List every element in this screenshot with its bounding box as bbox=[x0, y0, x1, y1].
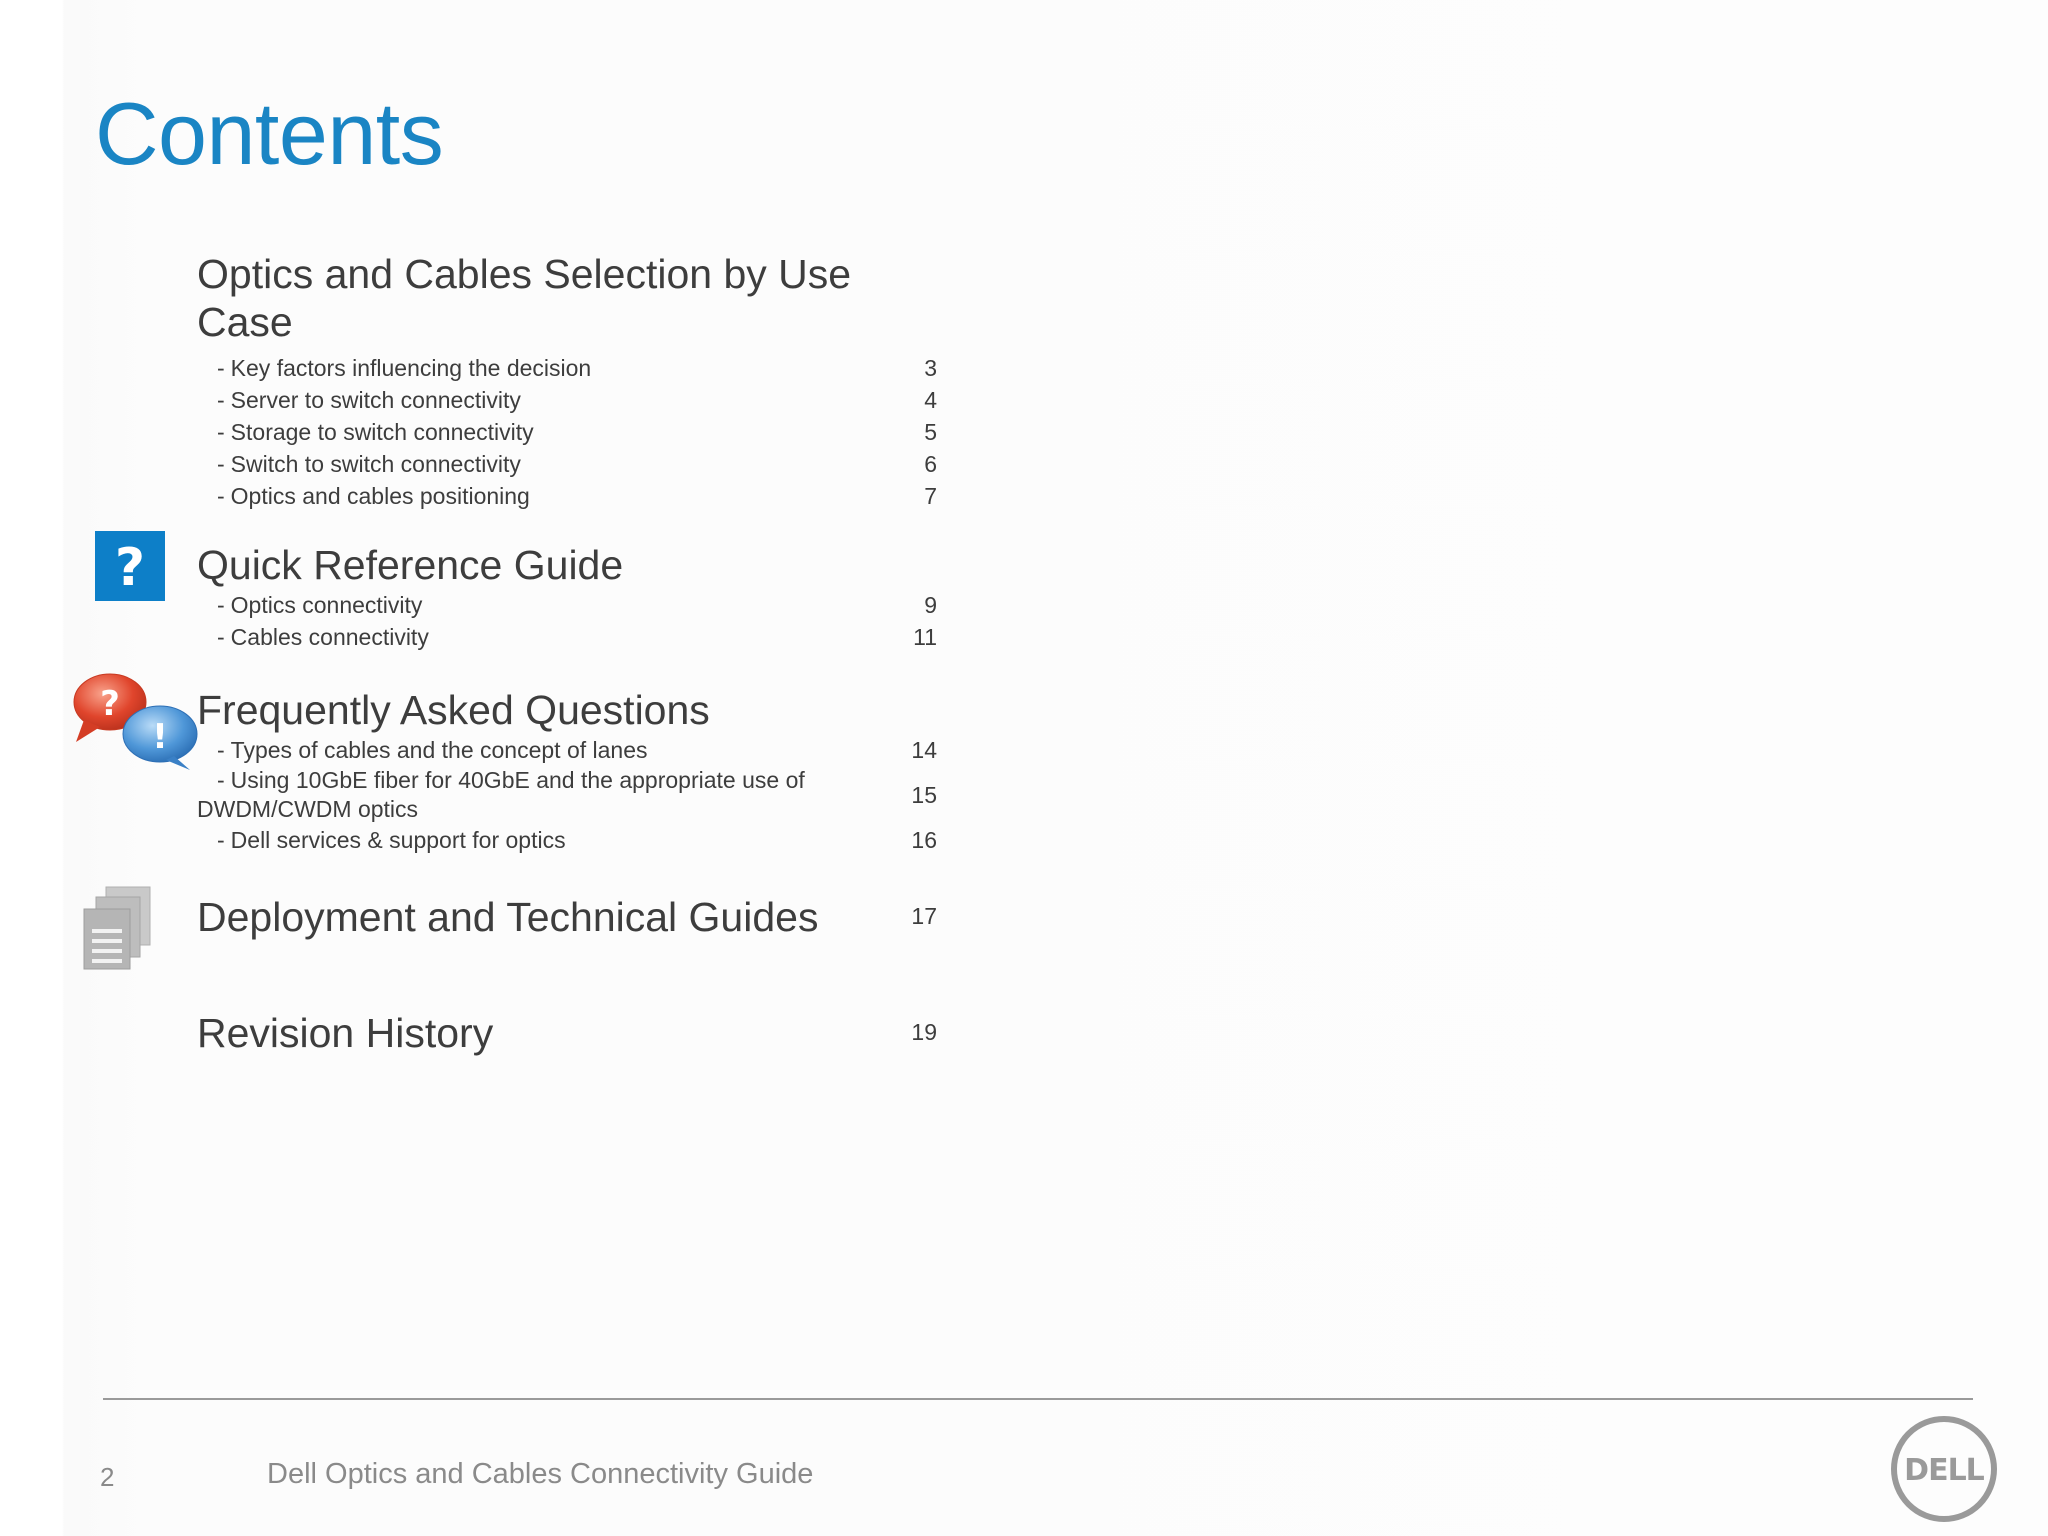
toc-item-label: Server to switch connectivity bbox=[230, 387, 521, 413]
toc-item-label: Storage to switch connectivity bbox=[230, 419, 534, 445]
toc-item[interactable]: - Optics and cables positioning 7 bbox=[197, 480, 837, 512]
speech-bubbles-icon bbox=[70, 672, 200, 772]
toc-item[interactable]: - Dell services & support for optics 16 bbox=[197, 824, 837, 856]
toc-item[interactable]: - Storage to switch connectivity 5 bbox=[197, 416, 837, 448]
toc-item-page: 16 bbox=[911, 827, 937, 853]
toc-item-label: Types of cables and the concept of lanes bbox=[230, 737, 648, 763]
footer-divider bbox=[103, 1398, 1973, 1400]
toc-section-deployment bbox=[197, 893, 937, 941]
toc-item-page: 3 bbox=[924, 355, 937, 381]
svg-text:?: ? bbox=[114, 538, 146, 598]
svg-text:!: ! bbox=[152, 717, 168, 757]
toc-section-title[interactable]: Deployment and Technical Guides bbox=[197, 894, 819, 940]
toc-section-title[interactable]: Quick Reference Guide bbox=[197, 542, 624, 588]
svg-text:?: ? bbox=[100, 684, 120, 724]
toc-section-faq bbox=[197, 686, 937, 856]
toc-item[interactable]: - Types of cables and the concept of lanes 14 bbox=[197, 734, 837, 766]
toc-section-revision-history bbox=[197, 1009, 937, 1057]
toc-section-title[interactable]: Revision History bbox=[197, 1010, 494, 1056]
document-icon bbox=[82, 885, 154, 971]
toc-item[interactable]: - Key factors influencing the decision 3 bbox=[197, 352, 837, 384]
toc-item-page: 11 bbox=[913, 624, 937, 650]
toc-item[interactable]: - Optics connectivity 9 bbox=[197, 589, 837, 621]
toc-item-page: 4 bbox=[924, 387, 937, 413]
page-title: Contents bbox=[95, 84, 444, 183]
toc-item[interactable]: - Using 10GbE fiber for 40GbE and the appropriate use of DWDM/CWDM optics 15 bbox=[197, 767, 937, 822]
toc-section-use-case bbox=[197, 250, 937, 512]
footer-document-title: Dell Optics and Cables Connectivity Guide bbox=[267, 1458, 814, 1490]
toc-item-label: Optics and cables positioning bbox=[230, 483, 530, 509]
toc-section-quick-reference bbox=[197, 541, 937, 653]
toc-item-label: Switch to switch connectivity bbox=[230, 451, 521, 477]
toc-item-label: Key factors influencing the decision bbox=[230, 355, 592, 381]
toc-item-page: 14 bbox=[911, 737, 937, 763]
question-mark-icon bbox=[95, 531, 165, 601]
toc-section-title[interactable]: Optics and Cables Selection by Use Case bbox=[197, 251, 852, 345]
toc-item-page: 6 bbox=[924, 451, 937, 477]
toc-item-label: Using 10GbE fiber for 40GbE and the appropriate use of bbox=[230, 767, 805, 793]
dell-logo bbox=[1889, 1414, 1999, 1524]
toc-section-page: 19 bbox=[911, 1019, 937, 1045]
toc-item-label-continued: DWDM/CWDM optics bbox=[197, 796, 419, 822]
toc-item[interactable]: - Server to switch connectivity 4 bbox=[197, 384, 837, 416]
toc-section-page: 17 bbox=[911, 903, 937, 929]
toc-item-label: Dell services & support for optics bbox=[230, 827, 566, 853]
svg-text:DELL: DELL bbox=[1904, 1453, 1984, 1488]
toc-item-page: 9 bbox=[924, 592, 937, 618]
toc-item-page: 7 bbox=[924, 483, 937, 509]
toc-section-title[interactable]: Frequently Asked Questions bbox=[197, 687, 710, 733]
toc-item-page: 15 bbox=[911, 782, 937, 808]
toc-item[interactable]: - Cables connectivity 11 bbox=[197, 621, 837, 653]
toc-item[interactable]: - Switch to switch connectivity 6 bbox=[197, 448, 837, 480]
toc-item-page: 5 bbox=[924, 419, 937, 445]
toc-item-label: Optics connectivity bbox=[230, 592, 423, 618]
footer-page-number: 2 bbox=[100, 1462, 115, 1492]
toc-item-label: Cables connectivity bbox=[230, 624, 429, 650]
